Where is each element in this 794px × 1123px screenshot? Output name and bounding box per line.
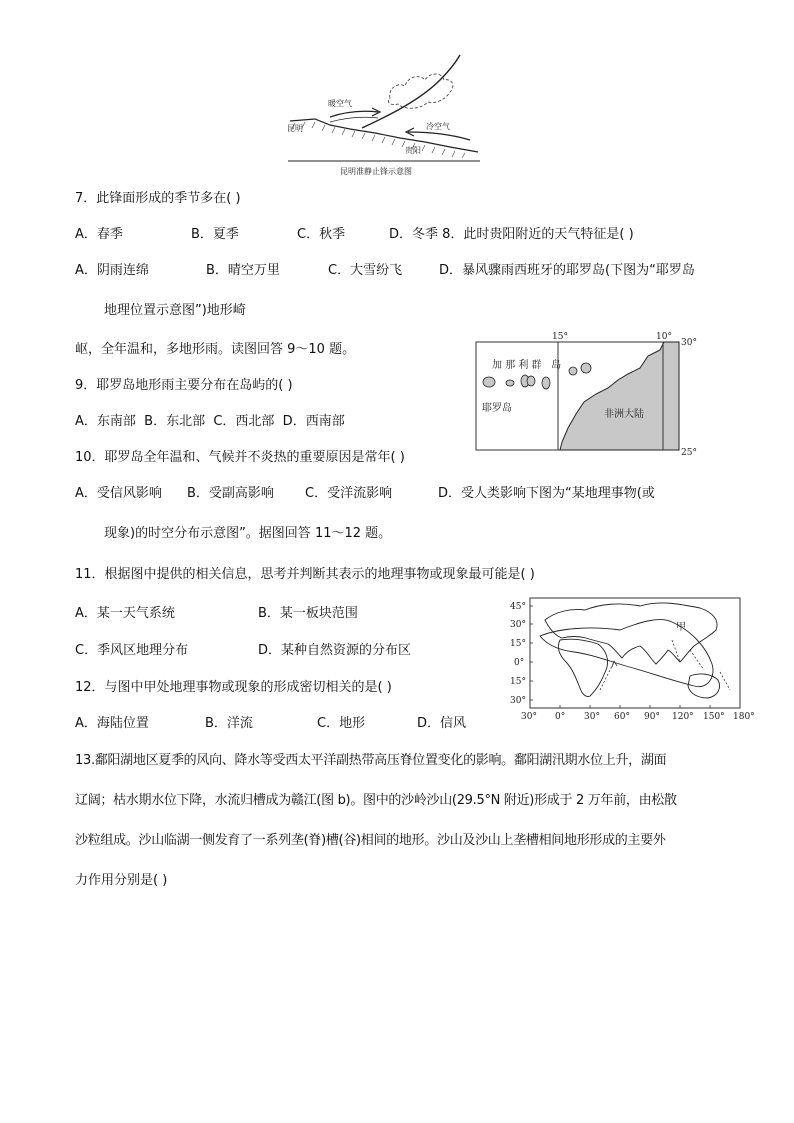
lon-label-150e: 150° [703, 712, 725, 722]
q10-stem: 10．耶罗岛全年温和、气候并不炎热的重要原因是常年( ) [75, 450, 405, 465]
lon-label-0: 0° [555, 712, 566, 722]
q7-option-d[interactable]: D．冬季 8．此时贵阳附近的天气特征是( ) [389, 227, 634, 242]
lon-label-30e: 30° [584, 712, 600, 722]
lat-label-15n: 15° [510, 639, 526, 649]
q13-line-3: 沙粒组成。沙山临湖一侧发育了一系列垄(脊)槽(谷)相间的地形。沙山及沙山上垄槽相间地形形成的主要外 [75, 833, 666, 848]
cold-air-label: 冷空气 [426, 122, 450, 131]
lat-label-30s: 30° [510, 696, 526, 706]
q7-option-b[interactable]: B．夏季 [191, 227, 239, 242]
q10-option-c[interactable]: C．受洋流影响 [305, 486, 393, 501]
canary-islands-label: 加 那 利 群 岛 [492, 360, 562, 371]
jia-label: 甲 [676, 622, 686, 633]
q11-option-a[interactable]: A．某一天气系统 [75, 606, 175, 621]
q11-option-c[interactable]: C．季风区地理分布 [75, 643, 189, 658]
q10-option-d[interactable]: D．受人类影响下图为“某地理事物(或 [438, 486, 655, 501]
q8-option-a[interactable]: A．阴雨连绵 [75, 263, 149, 278]
q12-option-d[interactable]: D．信风 [417, 716, 467, 731]
q7-option-c[interactable]: C．秋季 [297, 227, 346, 242]
q12-option-a[interactable]: A．海陆位置 [75, 716, 149, 731]
q8-continuation-1: 地理位置示意图”)地形崎 [104, 303, 246, 318]
ierro-label: 耶罗岛 [482, 403, 512, 414]
q11-option-b[interactable]: B．某一板块范围 [258, 606, 358, 621]
q10-option-a[interactable]: A．受信风影响 [75, 486, 162, 501]
africa-coast [558, 639, 607, 696]
q13-line-2: 辽阔；枯水期水位下降，水流归槽成为赣江(图 b)。图中的沙岭沙山(29.5°N 附近)形成于 2 万年前，由松散 [75, 793, 677, 808]
q12-option-b[interactable]: B．洋流 [205, 716, 253, 731]
lon-10-label: 10° [656, 332, 672, 342]
q9-options[interactable]: A．东南部 B．东北部 C．西北部 D．西南部 [75, 414, 345, 429]
lon-label-120e: 120° [672, 712, 694, 722]
lat-30-label: 30° [681, 338, 697, 348]
kunming-label: 昆明 [287, 124, 303, 133]
q8-option-c[interactable]: C．大雪纷飞 [328, 263, 403, 278]
lat-label-45n: 45° [510, 602, 526, 612]
dashed-lines [600, 640, 730, 690]
lon-15-label: 15° [552, 332, 568, 342]
lat-label-0: 0° [514, 658, 525, 668]
lat-label-15s: 15° [510, 677, 526, 687]
front-caption: 昆明准静止锋示意图 [340, 167, 412, 176]
lon-label-180: 180° [733, 712, 755, 722]
q13-line-1: 13.鄱阳湖地区夏季的风向、降水等受西太平洋副热带高压脊位置变化的影响。鄱阳湖汛期水位上升，湖面 [75, 753, 667, 768]
lon-label-60e: 60° [614, 712, 630, 722]
q11-option-d[interactable]: D．某种自然资源的分布区 [258, 643, 412, 658]
lat-label-30n: 30° [510, 620, 526, 630]
q7-option-a[interactable]: A．春季 [75, 227, 123, 242]
world-map-frame [530, 598, 740, 708]
q8-option-b[interactable]: B．晴空万里 [206, 263, 280, 278]
q10-option-b[interactable]: B．受副高影响 [187, 486, 274, 501]
q10-continuation: 现象)的时空分布示意图”。据图回答 11～12 题。 [104, 526, 392, 541]
lon-label-90e: 90° [644, 712, 660, 722]
africa-label: 非洲大陆 [604, 409, 644, 420]
q7-stem: 7．此锋面形成的季节多在( ) [75, 191, 241, 206]
europe-asia-coast [545, 603, 717, 664]
q9-stem: 9．耶罗岛地形雨主要分布在岛屿的( ) [75, 378, 293, 393]
q8-continuation-2: 岖，全年温和，多地形雨。读图回答 9～10 题。 [75, 342, 356, 357]
warm-air-label: 暖空气 [328, 99, 352, 108]
lat-25-label: 25° [681, 448, 697, 458]
q13-line-4: 力作用分别是( ) [75, 873, 168, 888]
q12-stem: 12．与图中甲处地理事物或现象的形成密切相关的是( ) [75, 680, 392, 695]
guiyang-label: 贵阳 [405, 146, 421, 155]
lon-label-30w: 30° [521, 712, 537, 722]
q12-option-c[interactable]: C．地形 [317, 716, 366, 731]
q8-option-d[interactable]: D．暴风骤雨西班牙的耶罗岛(下图为“耶罗岛 [439, 263, 695, 278]
q11-stem: 11．根据图中提供的相关信息，思考并判断其表示的地理事物或现象最可能是( ) [75, 567, 535, 582]
